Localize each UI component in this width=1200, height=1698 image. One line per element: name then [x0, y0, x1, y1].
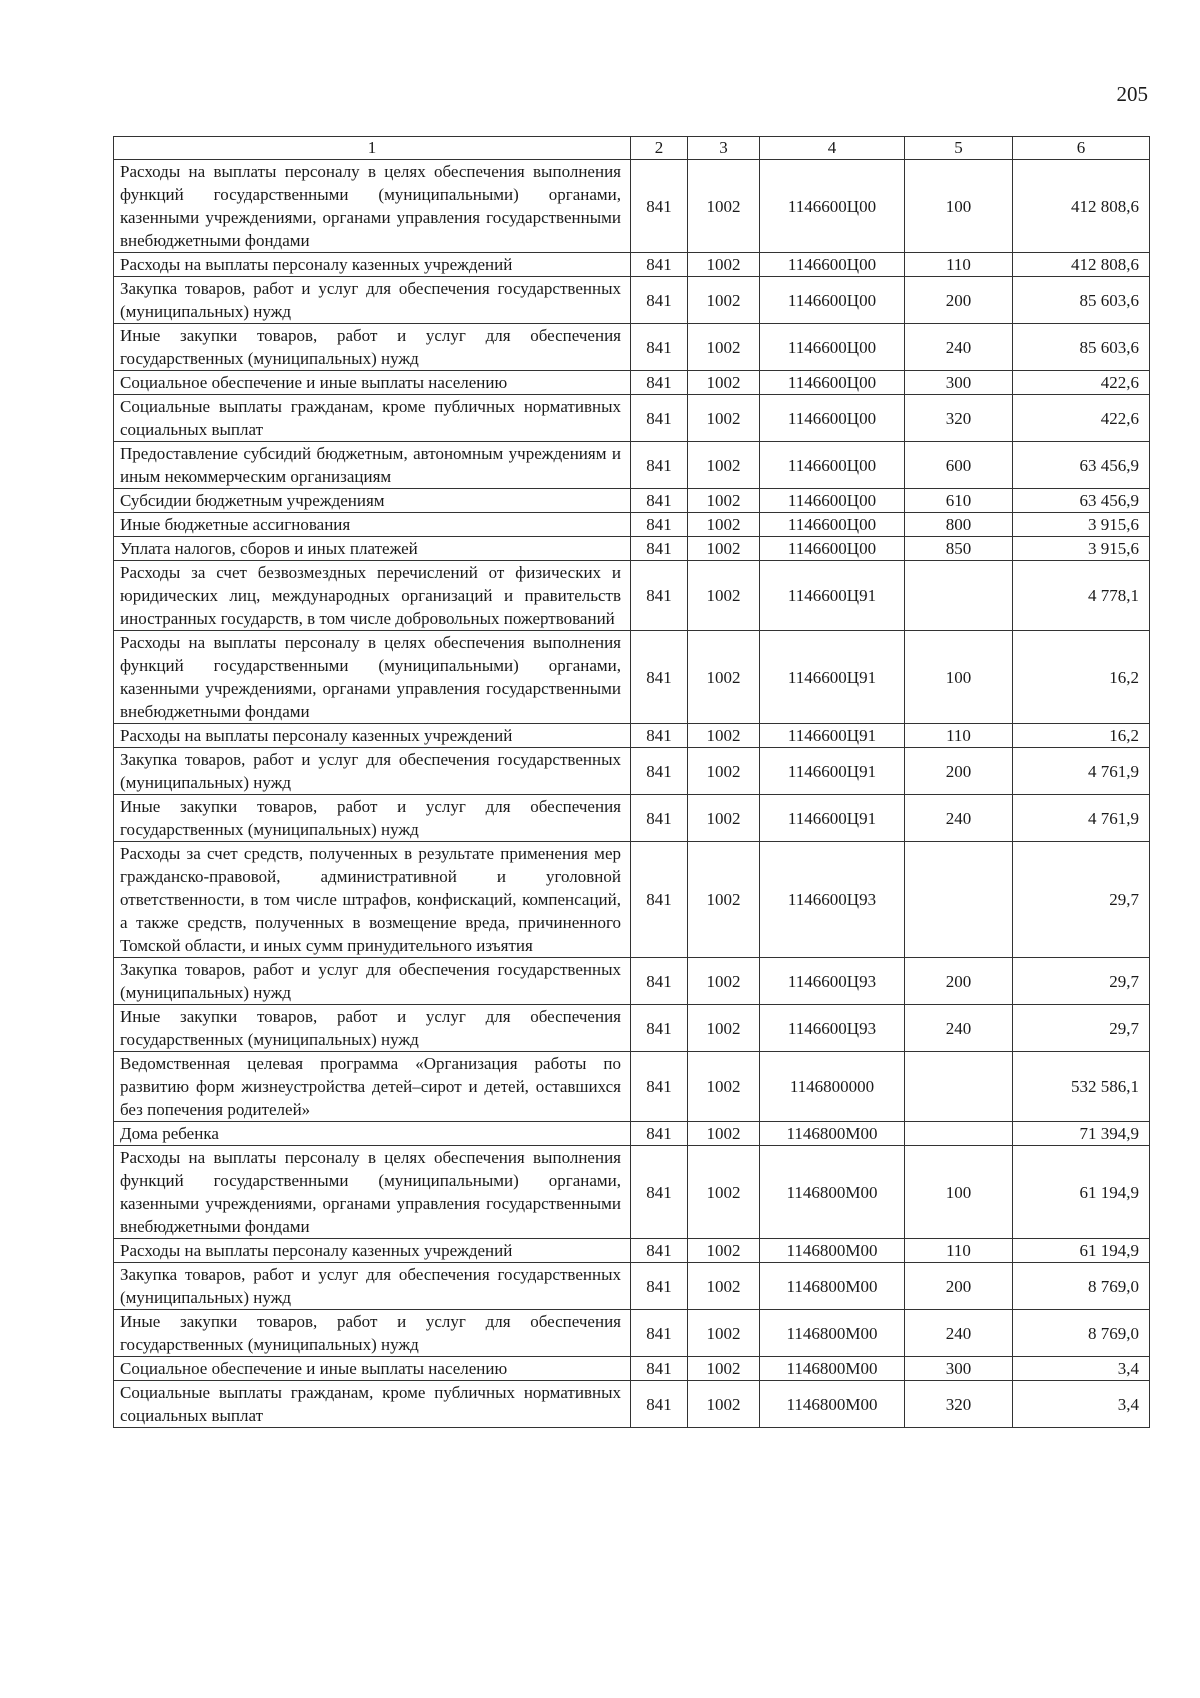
- amount-cell: 29,7: [1013, 958, 1150, 1005]
- column-header: 3: [688, 137, 760, 160]
- target-article-cell: 1146600Ц00: [760, 324, 905, 371]
- expense-name-cell: Закупка товаров, работ и услуг для обеспечения государственных (муниципальных) нужд: [114, 277, 631, 324]
- amount-cell: 3,4: [1013, 1381, 1150, 1428]
- amount-cell: 29,7: [1013, 842, 1150, 958]
- column-header: 1: [114, 137, 631, 160]
- expense-name-cell: Социальные выплаты гражданам, кроме публичных нормативных социальных выплат: [114, 395, 631, 442]
- amount-cell: 16,2: [1013, 631, 1150, 724]
- expense-name-cell: Дома ребенка: [114, 1122, 631, 1146]
- ministry-code-cell: 841: [631, 537, 688, 561]
- expense-type-cell: 200: [905, 277, 1013, 324]
- amount-cell: 8 769,0: [1013, 1310, 1150, 1357]
- expense-type-cell: 300: [905, 1357, 1013, 1381]
- section-code-cell: 1002: [688, 748, 760, 795]
- section-code-cell: 1002: [688, 395, 760, 442]
- expense-type-cell: 240: [905, 795, 1013, 842]
- section-code-cell: 1002: [688, 1357, 760, 1381]
- target-article-cell: 1146800М00: [760, 1122, 905, 1146]
- target-article-cell: 1146800000: [760, 1052, 905, 1122]
- amount-cell: 3 915,6: [1013, 513, 1150, 537]
- ministry-code-cell: 841: [631, 324, 688, 371]
- table-row: [114, 958, 1150, 1005]
- amount-cell: 422,6: [1013, 395, 1150, 442]
- ministry-code-cell: 841: [631, 1357, 688, 1381]
- expense-name-cell: Расходы на выплаты персоналу в целях обеспечения выполнения функций государственными (муниципальными) органами, казенными учреждениями, органами управления государственными внебюджетными фондами: [114, 160, 631, 253]
- section-code-cell: 1002: [688, 724, 760, 748]
- target-article-cell: 1146600Ц00: [760, 395, 905, 442]
- section-code-cell: 1002: [688, 842, 760, 958]
- expense-type-cell: 200: [905, 748, 1013, 795]
- amount-cell: 61 194,9: [1013, 1146, 1150, 1239]
- table-row: [114, 537, 1150, 561]
- expense-type-cell: 110: [905, 1239, 1013, 1263]
- amount-cell: 16,2: [1013, 724, 1150, 748]
- table-row: [114, 631, 1150, 724]
- expense-type-cell: 110: [905, 253, 1013, 277]
- section-code-cell: 1002: [688, 513, 760, 537]
- expense-type-cell: 100: [905, 1146, 1013, 1239]
- target-article-cell: 1146600Ц93: [760, 958, 905, 1005]
- amount-cell: 4 761,9: [1013, 748, 1150, 795]
- table-row: [114, 842, 1150, 958]
- amount-cell: 61 194,9: [1013, 1239, 1150, 1263]
- table-row: [114, 371, 1150, 395]
- column-header: 2: [631, 137, 688, 160]
- table-row: [114, 489, 1150, 513]
- expense-name-cell: Расходы на выплаты персоналу казенных учреждений: [114, 253, 631, 277]
- expense-name-cell: Расходы на выплаты персоналу в целях обеспечения выполнения функций государственными (муниципальными) органами, казенными учреждениями, органами управления государственными внебюджетными фондами: [114, 1146, 631, 1239]
- ministry-code-cell: 841: [631, 1052, 688, 1122]
- target-article-cell: 1146600Ц91: [760, 748, 905, 795]
- table-row: [114, 160, 1150, 253]
- ministry-code-cell: 841: [631, 489, 688, 513]
- section-code-cell: 1002: [688, 631, 760, 724]
- amount-cell: 3,4: [1013, 1357, 1150, 1381]
- section-code-cell: 1002: [688, 1381, 760, 1428]
- expense-type-cell: 200: [905, 958, 1013, 1005]
- ministry-code-cell: 841: [631, 724, 688, 748]
- ministry-code-cell: 841: [631, 442, 688, 489]
- expense-type-cell: 600: [905, 442, 1013, 489]
- target-article-cell: 1146800М00: [760, 1146, 905, 1239]
- expense-type-cell: [905, 842, 1013, 958]
- expense-type-cell: 240: [905, 1310, 1013, 1357]
- table-row: [114, 748, 1150, 795]
- amount-cell: 4 778,1: [1013, 561, 1150, 631]
- budget-table: [113, 136, 1150, 1428]
- table-row: [114, 1310, 1150, 1357]
- expense-type-cell: 240: [905, 1005, 1013, 1052]
- target-article-cell: 1146600Ц00: [760, 513, 905, 537]
- target-article-cell: 1146600Ц91: [760, 724, 905, 748]
- expense-type-cell: 240: [905, 324, 1013, 371]
- table-row: [114, 253, 1150, 277]
- table-row: [114, 724, 1150, 748]
- expense-name-cell: Иные бюджетные ассигнования: [114, 513, 631, 537]
- section-code-cell: 1002: [688, 277, 760, 324]
- expense-name-cell: Социальные выплаты гражданам, кроме публичных нормативных социальных выплат: [114, 1381, 631, 1428]
- section-code-cell: 1002: [688, 1239, 760, 1263]
- target-article-cell: 1146600Ц00: [760, 277, 905, 324]
- target-article-cell: 1146600Ц91: [760, 795, 905, 842]
- section-code-cell: 1002: [688, 1122, 760, 1146]
- expense-type-cell: 320: [905, 395, 1013, 442]
- table-row: [114, 795, 1150, 842]
- amount-cell: 71 394,9: [1013, 1122, 1150, 1146]
- column-header: 5: [905, 137, 1013, 160]
- target-article-cell: 1146800М00: [760, 1357, 905, 1381]
- expense-type-cell: 100: [905, 631, 1013, 724]
- ministry-code-cell: 841: [631, 277, 688, 324]
- target-article-cell: 1146800М00: [760, 1381, 905, 1428]
- expense-name-cell: Субсидии бюджетным учреждениям: [114, 489, 631, 513]
- section-code-cell: 1002: [688, 160, 760, 253]
- table-row: [114, 395, 1150, 442]
- target-article-cell: 1146600Ц00: [760, 371, 905, 395]
- amount-cell: 422,6: [1013, 371, 1150, 395]
- target-article-cell: 1146600Ц93: [760, 842, 905, 958]
- expense-name-cell: Иные закупки товаров, работ и услуг для обеспечения государственных (муниципальных) нужд: [114, 324, 631, 371]
- section-code-cell: 1002: [688, 537, 760, 561]
- target-article-cell: 1146600Ц00: [760, 253, 905, 277]
- ministry-code-cell: 841: [631, 958, 688, 1005]
- expense-name-cell: Расходы на выплаты персоналу в целях обеспечения выполнения функций государственными (муниципальными) органами, казенными учреждениями, органами управления государственными внебюджетными фондами: [114, 631, 631, 724]
- amount-cell: 63 456,9: [1013, 489, 1150, 513]
- expense-type-cell: 800: [905, 513, 1013, 537]
- ministry-code-cell: 841: [631, 1122, 688, 1146]
- table-row: [114, 1005, 1150, 1052]
- ministry-code-cell: 841: [631, 631, 688, 724]
- target-article-cell: 1146600Ц91: [760, 561, 905, 631]
- amount-cell: 29,7: [1013, 1005, 1150, 1052]
- table-row: [114, 1146, 1150, 1239]
- amount-cell: 412 808,6: [1013, 253, 1150, 277]
- expense-name-cell: Социальное обеспечение и иные выплаты населению: [114, 371, 631, 395]
- amount-cell: 85 603,6: [1013, 277, 1150, 324]
- target-article-cell: 1146600Ц00: [760, 537, 905, 561]
- table-row: [114, 561, 1150, 631]
- expense-type-cell: 850: [905, 537, 1013, 561]
- expense-name-cell: Расходы за счет безвозмездных перечислений от физических и юридических лиц, международных организаций и правительств иностранных государств, в том числе добровольных пожертвований: [114, 561, 631, 631]
- table-row: [114, 1381, 1150, 1428]
- table-row: [114, 513, 1150, 537]
- ministry-code-cell: 841: [631, 513, 688, 537]
- amount-cell: 8 769,0: [1013, 1263, 1150, 1310]
- section-code-cell: 1002: [688, 1146, 760, 1239]
- column-header: 4: [760, 137, 905, 160]
- expense-name-cell: Ведомственная целевая программа «Организация работы по развитию форм жизнеустройства детей–сирот и детей, оставшихся без попечения родителей»: [114, 1052, 631, 1122]
- expense-name-cell: Закупка товаров, работ и услуг для обеспечения государственных (муниципальных) нужд: [114, 1263, 631, 1310]
- ministry-code-cell: 841: [631, 1381, 688, 1428]
- target-article-cell: 1146600Ц00: [760, 160, 905, 253]
- amount-cell: 532 586,1: [1013, 1052, 1150, 1122]
- expense-type-cell: 320: [905, 1381, 1013, 1428]
- amount-cell: 412 808,6: [1013, 160, 1150, 253]
- table-row: [114, 277, 1150, 324]
- expense-name-cell: Расходы на выплаты персоналу казенных учреждений: [114, 724, 631, 748]
- expense-type-cell: 110: [905, 724, 1013, 748]
- target-article-cell: 1146600Ц91: [760, 631, 905, 724]
- column-header-row: [114, 137, 1150, 160]
- expense-type-cell: 200: [905, 1263, 1013, 1310]
- expense-type-cell: 610: [905, 489, 1013, 513]
- page-number: 205: [1116, 82, 1148, 106]
- section-code-cell: 1002: [688, 795, 760, 842]
- expense-name-cell: Расходы за счет средств, полученных в результате применения мер гражданско-правовой, административной и уголовной ответственности, в том числе штрафов, конфискаций, компенсаций, а также средств, полученных в возмещение вреда, причиненного Томской области, и иных сумм принудительного изъятия: [114, 842, 631, 958]
- section-code-cell: 1002: [688, 1005, 760, 1052]
- ministry-code-cell: 841: [631, 561, 688, 631]
- expense-name-cell: Расходы на выплаты персоналу казенных учреждений: [114, 1239, 631, 1263]
- expense-type-cell: [905, 1122, 1013, 1146]
- ministry-code-cell: 841: [631, 1263, 688, 1310]
- ministry-code-cell: 841: [631, 842, 688, 958]
- amount-cell: 63 456,9: [1013, 442, 1150, 489]
- ministry-code-cell: 841: [631, 748, 688, 795]
- ministry-code-cell: 841: [631, 371, 688, 395]
- section-code-cell: 1002: [688, 1310, 760, 1357]
- expense-type-cell: [905, 1052, 1013, 1122]
- target-article-cell: 1146800М00: [760, 1310, 905, 1357]
- expense-name-cell: Иные закупки товаров, работ и услуг для обеспечения государственных (муниципальных) нужд: [114, 1310, 631, 1357]
- table-row: [114, 1263, 1150, 1310]
- amount-cell: 3 915,6: [1013, 537, 1150, 561]
- section-code-cell: 1002: [688, 958, 760, 1005]
- table-row: [114, 1357, 1150, 1381]
- target-article-cell: 1146800М00: [760, 1239, 905, 1263]
- section-code-cell: 1002: [688, 1052, 760, 1122]
- expense-name-cell: Предоставление субсидий бюджетным, автономным учреждениям и иным некоммерческим организациям: [114, 442, 631, 489]
- expense-name-cell: Закупка товаров, работ и услуг для обеспечения государственных (муниципальных) нужд: [114, 748, 631, 795]
- expense-name-cell: Социальное обеспечение и иные выплаты населению: [114, 1357, 631, 1381]
- ministry-code-cell: 841: [631, 1310, 688, 1357]
- amount-cell: 85 603,6: [1013, 324, 1150, 371]
- section-code-cell: 1002: [688, 253, 760, 277]
- target-article-cell: 1146600Ц00: [760, 489, 905, 513]
- column-header: 6: [1013, 137, 1150, 160]
- expense-type-cell: [905, 561, 1013, 631]
- section-code-cell: 1002: [688, 561, 760, 631]
- expense-type-cell: 100: [905, 160, 1013, 253]
- table-row: [114, 1239, 1150, 1263]
- target-article-cell: 1146800М00: [760, 1263, 905, 1310]
- table-row: [114, 1052, 1150, 1122]
- target-article-cell: 1146600Ц00: [760, 442, 905, 489]
- section-code-cell: 1002: [688, 371, 760, 395]
- expense-name-cell: Иные закупки товаров, работ и услуг для обеспечения государственных (муниципальных) нужд: [114, 1005, 631, 1052]
- section-code-cell: 1002: [688, 324, 760, 371]
- ministry-code-cell: 841: [631, 1146, 688, 1239]
- expense-name-cell: Закупка товаров, работ и услуг для обеспечения государственных (муниципальных) нужд: [114, 958, 631, 1005]
- section-code-cell: 1002: [688, 442, 760, 489]
- expense-name-cell: Иные закупки товаров, работ и услуг для обеспечения государственных (муниципальных) нужд: [114, 795, 631, 842]
- section-code-cell: 1002: [688, 1263, 760, 1310]
- table-row: [114, 324, 1150, 371]
- expense-type-cell: 300: [905, 371, 1013, 395]
- section-code-cell: 1002: [688, 489, 760, 513]
- ministry-code-cell: 841: [631, 1005, 688, 1052]
- target-article-cell: 1146600Ц93: [760, 1005, 905, 1052]
- amount-cell: 4 761,9: [1013, 795, 1150, 842]
- expense-name-cell: Уплата налогов, сборов и иных платежей: [114, 537, 631, 561]
- table-row: [114, 442, 1150, 489]
- ministry-code-cell: 841: [631, 395, 688, 442]
- ministry-code-cell: 841: [631, 160, 688, 253]
- ministry-code-cell: 841: [631, 253, 688, 277]
- ministry-code-cell: 841: [631, 1239, 688, 1263]
- table-row: [114, 1122, 1150, 1146]
- ministry-code-cell: 841: [631, 795, 688, 842]
